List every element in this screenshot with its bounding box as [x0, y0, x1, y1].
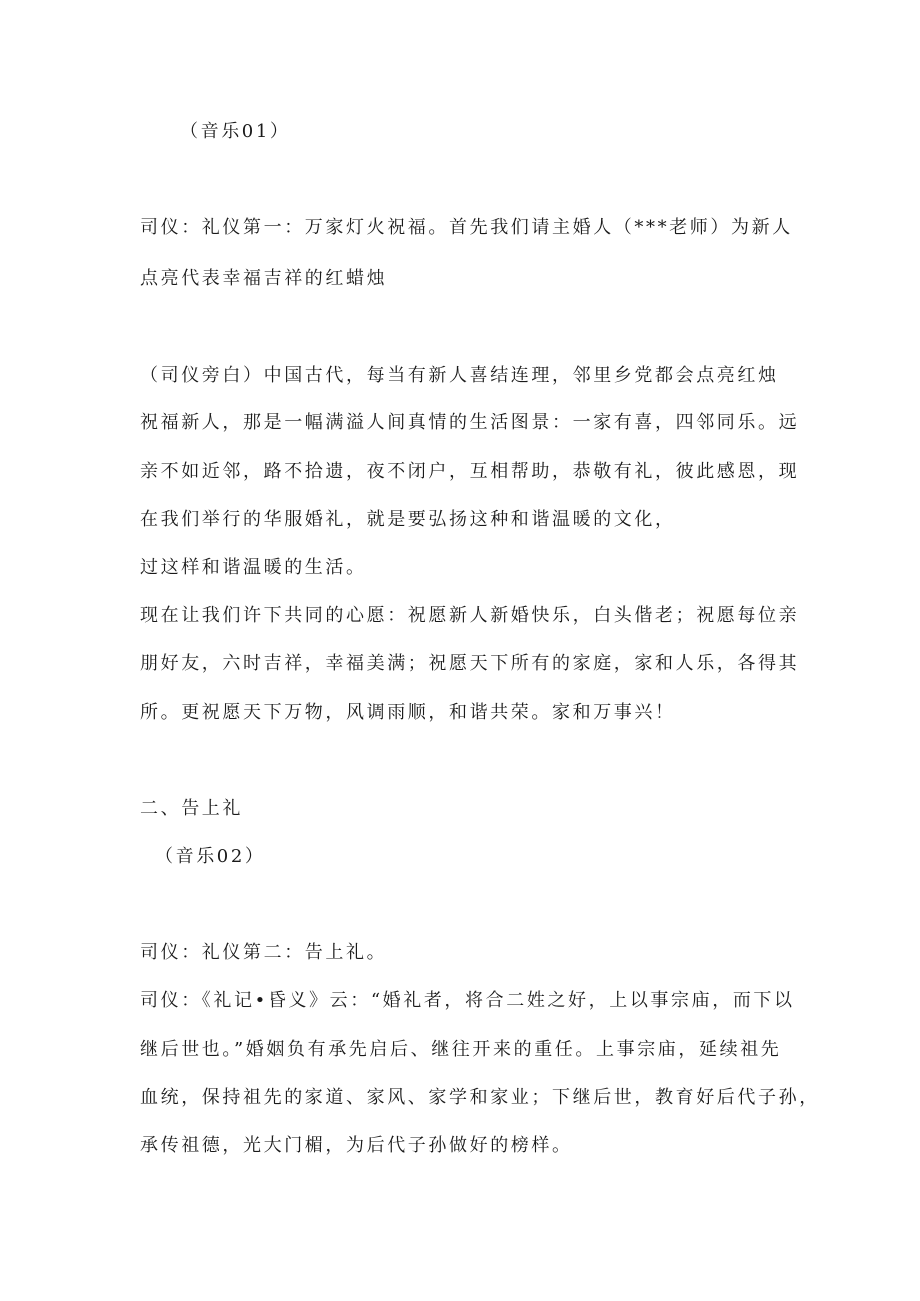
- quote-line-4: 承传祖德，光大门楣，为后代子孙做好的榜样。: [140, 1135, 573, 1156]
- aside-line-3: 亲不如近邻，路不拾遗，夜不闭户，互相帮助，恭敬有礼，彼此感恩，现: [140, 461, 800, 482]
- wish-line-2: 朋好友，六时吉祥，幸福美满；祝愿天下所有的家庭，家和人乐，各得其: [140, 653, 800, 674]
- section-two-heading: 二、告上礼: [140, 798, 243, 819]
- aside-line-5: 过这样和谐温暖的生活。: [140, 557, 367, 578]
- quote-line-3: 血统，保持祖先的家道、家风、家学和家业；下继后世，教育好后代子孙，: [140, 1087, 820, 1108]
- music-cue-02: （音乐02）: [155, 846, 266, 867]
- aside-line-1: （司仪旁白）中国古代，每当有新人喜结连理，邻里乡党都会点亮红烛: [140, 365, 779, 386]
- aside-line-4: 在我们举行的华服婚礼，就是要弘扬这种和谐温暖的文化，: [140, 509, 676, 530]
- aside-line-2: 祝福新人，那是一幅满溢人间真情的生活图景：一家有喜，四邻同乐。远: [140, 412, 800, 433]
- quote-line-1: 司仪：《礼记•昏义》云：“婚礼者，将合二姓之好，上以事宗庙，而下以: [140, 990, 795, 1011]
- host-first-line-2: 点亮代表幸福吉祥的红蜡烛: [140, 268, 388, 289]
- quote-line-2: 继后世也。”婚姻负有承先启后、继往开来的重任。上事宗庙，延续祖先: [140, 1039, 782, 1060]
- wish-line-1: 现在让我们许下共同的心愿：祝愿新人新婚快乐，白头偕老；祝愿每位亲: [140, 605, 800, 626]
- music-cue-01: （音乐01）: [180, 121, 291, 142]
- wish-line-3: 所。更祝愿天下万物，风调雨顺，和谐共荣。家和万事兴！: [140, 702, 676, 723]
- host-first-line-1: 司仪：礼仪第一：万家灯火祝福。首先我们请主婚人（***老师）为新人: [140, 217, 793, 238]
- host-second: 司仪：礼仪第二：告上礼。: [140, 942, 388, 963]
